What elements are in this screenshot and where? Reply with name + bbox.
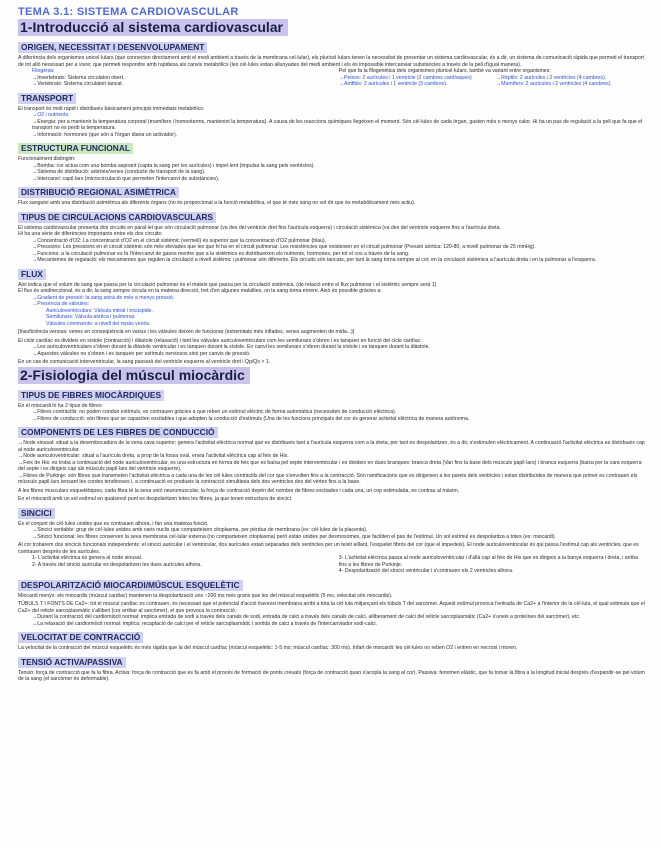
heading-velocitat: VELOCITAT DE CONTRACCIÓ [18, 632, 143, 643]
list-item: →Energia: per a mantenir la temperatura corporal (mamífers i homeoterms, mantenint la temperatura). A causa de les reaccions químiques llegeixen el moment. Són cèl·lules de cada òrgan, gasten més o menys calor. Hi ha un pas de regulació a la pell que fa que el transport no es perdi la temperatura. [32, 118, 643, 131]
heading-despolaritzacio: DESPOLARITZACIÓ MIOCARDI/MÚSCUL ESQUELÈTIC [18, 580, 243, 591]
list-item: →Sincici funcional: les fibres conserven la seva membrana cel·lular externa (no comparteixen citoplasma) però estan unides per desmosomes, que faciliten el pas de l'estímul. Un sol estímul es despolaritza a totes (ex: miocardi). [32, 533, 557, 540]
paragraph: Al cor trobarem dos sincicis funcionals independents: el sincici auricular i el ventricular, dos aurícules estan separades dels ventricles per un teixit aïllant, l'esquelet fibrós del cor (que el impedeix). El node auriculoventricular és qui passa l'estímul cap als ventricles, que es contrauen després de les aurícules. [18, 542, 639, 555]
section-heading-1: 1-Introducció al sistema cardiovascular [18, 19, 288, 36]
paragraph: Pel que fa la filogenètica dels organismes pluricel·lulars, també va variant entre organismes: [338, 68, 551, 74]
paragraph: El cicle cardíac es divideix en sístole (contracció) i diàstole (relaxació) i tant les vàlvules auriculoventriculars com les semilunars s'obren i es tanquen en funció del cicle cardíac: [18, 337, 422, 344]
list-item: →Gradient de pressió: la sang anirà de més a menys pressió. [32, 294, 175, 301]
list-item: 4- Despolarització del sincici ventricular i s'contrauen els 2 ventricles alhora. [338, 568, 514, 574]
list-item: →Pressions: Les pressions en el circuit sistèmic són més elevades que les que hi ha en el circuit pulmonar. Les resistències que existeixen en el circuit pulmonar (Pressió aòrtica: 120-80; a nivell pulmonar de 25 mmHg). [32, 244, 536, 250]
list-item: →Fibres de conducció: són fibres que se capaciten excitables i que adopten la conducció d'estímuls (Una de les funcions principals del cor és generar activitat elèctrica de manera autònoma. [32, 415, 470, 422]
paragraph: Funcionalment distingim: [18, 156, 76, 162]
paragraph: La velocitat de la contracció del múscul esquelètic és més ràpida que la del múscul cardíac (múscul esquelètic: 1-5 ms; múscul cardíac: 300 ms). Infart de miocardi: les cèl·lules no reben O2 i entren en necrosi i moren. [18, 645, 518, 651]
list-item: 1- L'activitat elèctrica es genera al node sinusal. [32, 555, 143, 561]
sincici-steps [18, 555, 647, 575]
paragraph: Miocardi menys: els miocardis (múscul cardíac) mantenen la despolarització uns ~200 ms més grans que les del múscul esquelètic (5 ms, velocitat són miocardis). [18, 592, 393, 599]
paragraph: El sistema cardiovascular presenta dos circuits en paral·lel que són circulació pulmonar (va des del ventricle dret fins l'aurícula esquerra) i circulació sistèmica (va des del ventricle esquerre fins a l'aurícula dreta. [18, 224, 501, 231]
list-item: →Invertebrats: Sistema circulatori obert. [32, 74, 125, 81]
list-item: →Amfibis: 2 aurícules i 1 ventricle (3 cambres). [338, 81, 448, 87]
heading-estructura: ESTRUCTURA FUNCIONAL [18, 143, 133, 154]
heading-tensio: TENSIÓ ACTIVA/PASSIVA [18, 657, 126, 668]
list-item: →Mamífers: 2 aurícules i 2 ventricles (4 cambres). [495, 81, 612, 87]
paragraph: A les fibres musculars esquelètiques, cada fibra té la seva unió neuromuscular, la força de contracció depèn del nombre de fibres excitades i cada una, un cop estimulada, es contrau al màxim. [18, 487, 460, 494]
paragraph: El transport és molt ràpid i distribueix bàsicament principis immediats metabòlics: [18, 105, 205, 112]
list-item: →Peixos: 2 aurícules i 1 ventricle (2 cambres cardíaques) [338, 74, 472, 81]
label: Filogènia: [32, 68, 55, 74]
list-item: →Bomba: cor actua com una bomba aspirant (capta la sang per les aurícules) i impel·lent (impulsa la sang pels ventricles). [32, 162, 315, 169]
list-item: →Funcions: a la circulació pulmonar es fa l'intercanvi de gasos mentre que a la sistèmica es distribueixen els nutrients, hormones, per tot el cos a través de la sang. [32, 250, 410, 257]
list-item: →Aquestes vàlvules no s'obren i es tanquen per estímuls nerviosos sinó per canvis de pressió. [32, 350, 251, 357]
list-item: →Fibres contràctils: no poden conduir estímuls, es contrauen gràcies a que reben un estímul elèctric de forma automàtica (necessiten de conducció elèctrica). [32, 409, 397, 415]
list-item: →Concentració d'O2: La concentració d'O2 en el circuit sistèmic (vermell) és superior que la concentració d'O2 pulmonar (blau). [32, 237, 327, 244]
paragraph: Tensió: força de contracció que fa la fibra. Activa: força de contracció que es fa amb el procés de formació de ponts creuats (força de contracció quan s'acopla la sang al cor). Passiva: fenomen elàstic, que fa tornar la fibra a la longitud inicial després d'expandir-se pel volum de la sang (el sarcòmer és deformable). [18, 669, 645, 682]
list-item: 3- L'activitat elèctrica passa al node auriculoventricular i d'allà cap al feix de His que es dirigeix a la banya esquerra i dreta, i arriba fins a les fibres de Purkinje. [338, 555, 639, 568]
paragraph: A diferència dels organismes unicel·lulars (que connecten directament amb el medi ambient a través de la membrana cel·lular), els pluricel·lulars tenen la necessitat de presentar un sistema cardiovascular, és a dir, un sistema de comunicació ràpida que permeti el transport de tot allò necessari per a viure; que permeti respondre amb rapidesa als canvis metabòlics (les cèl·lules estan allunyades del medi ambient i els és impossible intercanviar substàncies a través de la pell d'igual manera). [18, 55, 644, 68]
heading-tipus: TIPUS DE CIRCULACIONS CARDIOVASCULARS [18, 212, 216, 223]
heading-flux: FLUX [18, 269, 46, 280]
list-item: →Fibres de Purkinje: són fibres que transmeten l'activitat elèctrica a cada una de les cèl·lules contràctils del cor que s'envolten fins a la contracció. Són ramificacions que es dirigeixen a les parets dels ventricles i estan distribuïdes de manera que primer es contrauen els músculs papil·lars tensant les cordes tendinoses i, a continuació es produeix la contracció simultània dels dos ventricles des del vèrtex fins a la base. [18, 472, 638, 485]
list-item: →Node sinusal: situat a la desembocadura de la vena cava superior; genera l'activitat elèctrica normal que es distribueix tant a l'aurícula esquerra com a la dreta, per tant es despolaritzen, és a dir, s'estimulen elèctricament. A continuació l'activitat elèctrica es distribueix cap al node auriculoventricular. [18, 440, 645, 453]
paragraph: En el miocardi hi ha 2 tipus de fibres: [18, 402, 104, 409]
paragraph: Hi ha una sèrie de diferències importants entre els dos circuits: [18, 231, 163, 237]
list-item: →Vertebrats: Sistema circulatori tancat. [32, 81, 124, 87]
list-item: →O2 i nutrients. [32, 112, 70, 118]
list-item: Semilunars: Vàlvula aòrtica i pulmonar. [46, 314, 136, 320]
filogenia-block [18, 68, 647, 88]
list-item: Vàlvules connivents: a nivell del repàs venós. [46, 320, 151, 327]
note: [Insuficiència venosa: venes en conseqüència en varius i les vàlvules deixen de funcionar (extremitats més inflades, venes augmenten de mida...)] [18, 329, 355, 335]
paragraph: Així indica que el volum de sang que passa per la circulació pulmonar és el mateix que passa per la circulació sistèmica. (de relació entre el flux pulmonar i el sistèmic sempre serà 1) [18, 281, 437, 288]
list-item: 2- A través del sincici auricular es despolaritzen les dues aurícules alhora. [32, 561, 202, 568]
section-heading-2: 2-Fisiologia del múscul miocàrdic [18, 367, 250, 384]
page-title: TEMA 3.1: SISTEMA CARDIOVASCULAR [18, 6, 239, 18]
list-item: →Rèptils: 2 aurícules i 2 ventricles (4 cambres). [495, 74, 607, 81]
heading-distribucio: DISTRIBUCIÓ REGIONAL ASIMÈTRICA [18, 187, 179, 198]
paragraph: En un cas de comunicació interventricular, la sang passarà del ventricle esquerre al ventricle dret i Qp/Qs > 1. [18, 359, 271, 365]
list-item: →Intercanvi: capil·lars (microcirculació que permeten l'intercanvi de substàncies). [32, 175, 220, 182]
list-item: →Durant la contracció del cardiomiòcit normal: implica entrada de sodi a través dels canals de sodi, entrada de calci a través dels canals de calci, alliberament de calci del reticle sarcoplasmàtic (Ca2+ s'uneix a proteïnes del sarcòmer), etc. [32, 614, 581, 620]
paragraph: És el conjunt de cèl·lules unides que es contrauen alhora, i fan una mateixa funció. [18, 520, 209, 527]
heading-origen: ORIGEN, NECESSITAT I DESENVOLUPAMENT [18, 42, 207, 53]
paragraph: El flux és unidireccional, és a dir, la sang sempre circula en la mateixa direcció, tret d'en algunes malalties, on la sang torna enrere. Això és possible gràcies a: [18, 288, 382, 294]
list-item: →Node auriculoventricular: situat a l'aurícula dreta, a prop de la fossa oval, envia l'activitat elèctrica cap al feix de His. [18, 453, 289, 459]
list-item: →Mecanismes de regulació: els mecanismes que regulen la circulació a nivell sistèmic i pulmonar són diferents. Els circuits són tancats, per tant la sang torna sempre al cor, en la circulació sistèmica a l'aurícula dreta i en la pulmonar a l'esquerra. [32, 257, 597, 263]
list-item: →Informació: hormones (que són a l'òrgan diana un activador). [32, 131, 178, 138]
paragraph: En el miocardi amb un sol estímul en qualsevol punt es despolaritzen totes les fibres, ja que tenen estructura de sincici. [18, 496, 293, 502]
list-item: →Sistema de distribució: artèries/venes (conducte de transport de la sang). [32, 169, 206, 175]
paragraph: TÚBULS T I FONTS DE Ca2+: tot el múscul cardíac es contrauen, és necessari que el potencial d'acció travessi membrana arribi a tota la cèl·lula mitjançant els túbuls T del sarcòmer. Aquest estímul provoca l'entrada de Ca2+ a l'interior de la cèl·lula, el qual estimula que el Ca2+ del reticle sarcoplasmàtic s'alliberi (cor arribar al sarcòmer), el que provoca la contracció. [18, 601, 645, 614]
list-item: →Presència de vàlvules: [32, 301, 90, 307]
list-item: Auriculoventriculars: Vàlvula mitral i tricúspide. [46, 307, 153, 314]
heading-fibres: TIPUS DE FIBRES MIOCÀRDIQUES [18, 390, 164, 401]
list-item: →Les auriculoventriculars s'obren durant la diàstole ventricular i es tanquen durant la sístole. En canvi les semilunars s'obren durant la sístole i es tanquen durant la diàstole. [32, 344, 430, 350]
heading-components: COMPONENTS DE LES FIBRES DE CONDUCCIÓ [18, 427, 218, 438]
heading-sincici: SINCICI [18, 508, 55, 519]
paragraph: Flux sanguini amb una distribució asimètrica als diferents òrgans (no és proporcional a la funció metabòlica, el que té més sang no vol dir que és metabòlicament més actiu). [18, 200, 416, 206]
list-item: →La relaxació del cardiomiòcit normal: implica: recaptació de calci per el reticle sarcoplasmàtic i sortida de calci a través de l'intercanviador sodi-calci. [32, 620, 377, 627]
list-item: →Sincici veritable: grup de cèl·lules unides amb varis nuclis que comparteixen citoplasma, per pèrdua de membrana (ex: cèl·lules de la placenta). [32, 527, 368, 533]
heading-transport: TRANSPORT [18, 93, 76, 104]
list-item: →Feix de His: es troba a continuació del node auriculoventricular, es una estructura en forma de feix que es baixa pel septe interventricular i es divideix en dues branques: branca dreta (Van fins la base dels músculs papil·lars) i branca esquerra (baixa per la cara esquerra del septe i es dirigeix cap als músculs papil·lars del ventricle esquerre). [18, 459, 642, 472]
